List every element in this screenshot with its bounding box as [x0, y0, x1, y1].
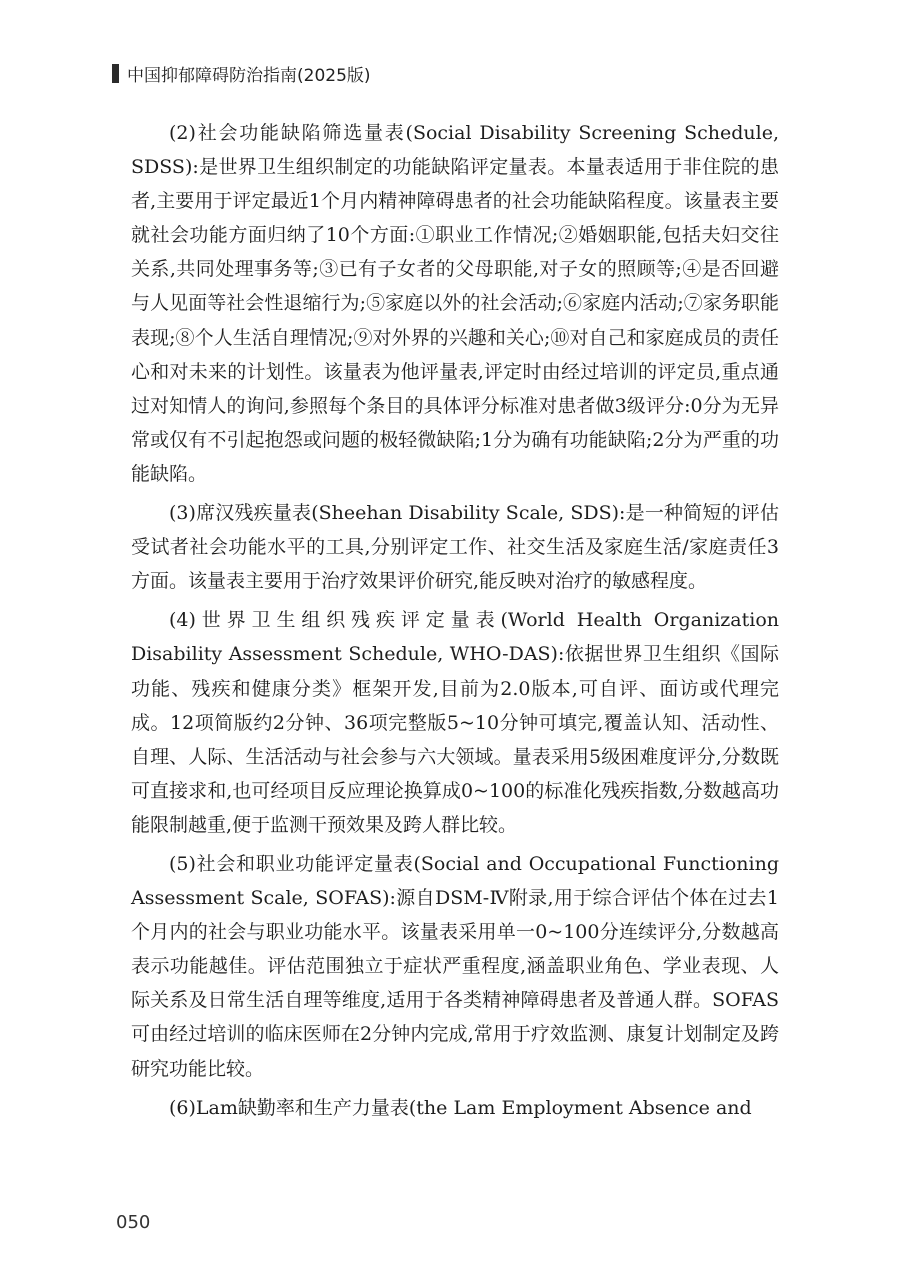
- paragraph-sdss: (2)社会功能缺陷筛选量表(Social Disability Screening Schedule, SDSS):是世界卫生组织制定的功能缺陷评定量表。本量表适用于非住院的患者,主要用于评定最近1个月内精神障碍患者的社会功能缺陷程度。该量表主要就社会功能方面归纳了10个方面:①职业工作情况;②婚姻职能,包括夫妇交往关系,共同处理事务等;③已有子女者的父母职能,对子女的照顾等;④是否回避与人见面等社会性退缩行为;⑤家庭以外的社会活动;⑥家庭内活动;⑦家务职能表现;⑧个人生活自理情况;⑨对外界的兴趣和关心;⑩对自己和家庭成员的责任心和对未来的计划性。该量表为他评量表,评定时由经过培训的评定员,重点通过对知情人的询问,参照每个条目的具体评分标准对患者做3级评分:0分为无异常或仅有不引起抱怨或问题的极轻微缺陷;1分为确有功能缺陷;2分为严重的功能缺陷。: [131, 122, 779, 485]
- paragraph-sofas: (5)社会和职业功能评定量表(Social and Occupational Functioning Assessment Scale, SOFAS):源自DSM-Ⅳ附录,用于综合评估个体在过去1个月内的社会与职业功能水平。该量表采用单一0~100分连续评分,分数越高表示功能越佳。评估范围独立于症状严重程度,涵盖职业角色、学业表现、人际关系及日常生活自理等维度,适用于各类精神障碍患者及普通人群。SOFAS可由经过培训的临床医师在2分钟内完成,常用于疗效监测、康复计划制定及跨研究功能比较。: [131, 852, 779, 1080]
- header-bar-mark: [112, 64, 119, 83]
- running-title: 中国抑郁障碍防治指南(2025版): [127, 65, 371, 86]
- paragraph-lam: (6)Lam缺勤率和生产力量表(the Lam Employment Absence and: [169, 1096, 752, 1119]
- page-number: 050: [116, 1212, 151, 1233]
- running-header: [112, 58, 371, 88]
- body-text: [131, 116, 779, 1130]
- paragraph-sds: (3)席汉残疾量表(Sheehan Disability Scale, SDS):是一种简短的评估受试者社会功能水平的工具,分别评定工作、社交生活及家庭生活/家庭责任3方面。该量表主要用于治疗效果评价研究,能反映对治疗的敏感程度。: [131, 502, 779, 593]
- paragraph-whodas: (4)世界卫生组织残疾评定量表(World Health Organization Disability Assessment Schedule, WHO-DAS):依据世界卫生组织《国际功能、残疾和健康分类》框架开发,目前为2.0版本,可自评、面访或代理完成。12项简版约2分钟、36项完整版5~10分钟可填完,覆盖认知、活动性、自理、人际、生活活动与社会参与六大领域。量表采用5级困难度评分,分数既可直接求和,也可经项目反应理论换算成0~100的标准化残疾指数,分数越高功能限制越重,便于监测干预效果及跨人群比较。: [131, 609, 779, 836]
